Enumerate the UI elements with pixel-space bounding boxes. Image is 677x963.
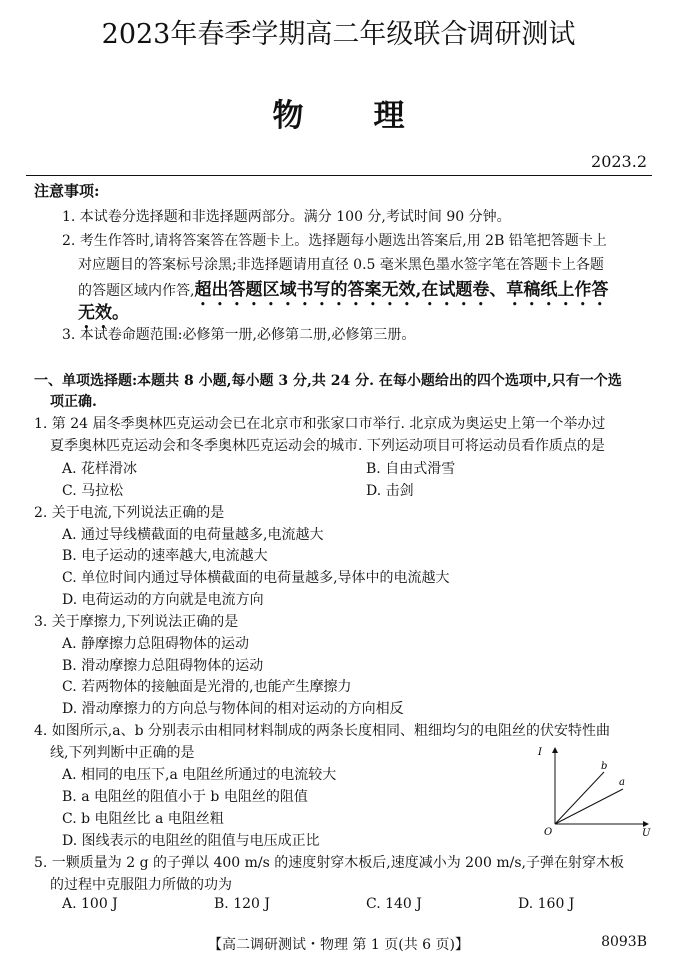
q1-option-b: B. 自由式滑雪 <box>366 461 456 477</box>
q4-stem-line-1: 4. 如图所示,a、b 分别表示由相同材料制成的两条长度相同、粗细均匀的电阻丝的伏安特性曲 <box>34 723 611 739</box>
q4-option-a: A. 相同的电压下,a 电阻丝所通过的电流较大 <box>62 767 337 783</box>
q1-stem-line-2: 夏季奥林匹克运动会和冬季奥林匹克运动会的城市. 下列运动项目可将运动员看作质点的是 <box>50 438 605 454</box>
q4-option-c: C. b 电阻丝比 a 电阻丝粗 <box>62 811 224 827</box>
line-b <box>555 772 604 824</box>
subject-char-2: 理 <box>373 98 405 134</box>
note-2-line-2: 对应题目的答案标号涂黑;非选择题请用直径 0.5 毫米黑色墨水签字笔在答题卡上各题 <box>78 257 604 273</box>
q3-option-d: D. 滑动摩擦力的方向总与物体间的相对运动的方向相反 <box>62 701 404 717</box>
notes-heading: 注意事项: <box>34 182 100 200</box>
q5-option-d: D. 160 J <box>518 896 575 912</box>
line-a-label: a <box>619 777 625 788</box>
q3-option-b: B. 滑动摩擦力总阻碍物体的运动 <box>62 658 264 674</box>
note-2-emphasis: 超出答题区域书写的答案无效,在试题卷、草稿纸上作答 <box>194 280 609 300</box>
q1-option-d: D. 击剑 <box>366 483 414 499</box>
q4-stem-line-2: 线,下列判断中正确的是 <box>50 745 195 761</box>
subject-char-1: 物 <box>272 98 304 134</box>
q2-option-c: C. 单位时间内通过导体横截面的电荷量越多,导体中的电流越大 <box>62 570 450 586</box>
q2-option-d: D. 电荷运动的方向就是电流方向 <box>62 592 264 608</box>
q3-option-c: C. 若两物体的接触面是光滑的,也能产生摩擦力 <box>62 679 352 695</box>
q1-option-a: A. 花样滑冰 <box>62 461 138 477</box>
section-1-heading-cont: 项正确. <box>50 394 97 410</box>
q5-stem-line-1: 5. 一颗质量为 2 g 的子弹以 400 m/s 的速度射穿木板后,速度减小为 200 m/s,子弹在射穿木板 <box>34 855 624 871</box>
q4-option-d: D. 图线表示的电阻丝的阻值与电压成正比 <box>62 833 320 849</box>
q5-option-a: A. 100 J <box>62 896 118 912</box>
note-2-line-3-plain: 的答题区域内作答, <box>78 283 195 299</box>
y-axis-label: I <box>538 747 542 758</box>
exam-date: 2023.2 <box>591 152 647 171</box>
q4-option-b: B. a 电阻丝的阻值小于 b 电阻丝的阻值 <box>62 789 308 805</box>
origin-label: O <box>544 827 553 838</box>
q2-option-a: A. 通过导线横截面的电荷量越多,电流越大 <box>62 527 324 543</box>
q5-stem-line-2: 的过程中克服阻力所做的功为 <box>50 877 232 893</box>
header-divider <box>26 175 652 176</box>
note-2-line-3 <box>78 275 608 310</box>
exam-title: 2023年春季学期高二年级联合调研测试 <box>101 19 576 50</box>
subject-title <box>0 90 677 135</box>
iu-characteristic-graph <box>530 744 655 839</box>
q1-option-c: C. 马拉松 <box>62 483 124 499</box>
note-1: 1. 本试卷分选择题和非选择题两部分。满分 100 分,考试时间 90 分钟。 <box>62 209 511 225</box>
page-footer: 【高二调研测试・物理 第 1 页(共 6 页)】 <box>208 937 469 953</box>
q2-option-b: B. 电子运动的速率越大,电流越大 <box>62 548 268 564</box>
line-b-label: b <box>601 761 608 772</box>
paper-code: 8093B <box>601 934 647 950</box>
note-2-line-1: 2. 考生作答时,请将答案答在答题卡上。选择题每小题选出答案后,用 2B 铅笔把答题卡上 <box>62 233 607 249</box>
q2-stem: 2. 关于电流,下列说法正确的是 <box>34 505 225 521</box>
note-2-emphasis-end: 无效。 <box>78 303 129 323</box>
line-a <box>555 789 623 824</box>
x-axis-label: U <box>642 828 651 839</box>
section-1-heading: 一、单项选择题:本题共 8 小题,每小题 3 分,共 24 分. 在每小题给出的四个选项中,只有一个选 <box>34 373 622 389</box>
q3-option-a: A. 静摩擦力总阻碍物体的运动 <box>62 636 250 652</box>
q5-option-c: C. 140 J <box>366 896 422 912</box>
q3-stem: 3. 关于摩擦力,下列说法正确的是 <box>34 614 239 630</box>
q1-stem-line-1: 1. 第 24 届冬季奥林匹克运动会已在北京市和张家口市举行. 北京成为奥运史上第一个举办过 <box>34 416 606 432</box>
q5-option-b: B. 120 J <box>214 896 270 912</box>
note-3: 3. 本试卷命题范围:必修第一册,必修第二册,必修第三册。 <box>62 327 416 343</box>
